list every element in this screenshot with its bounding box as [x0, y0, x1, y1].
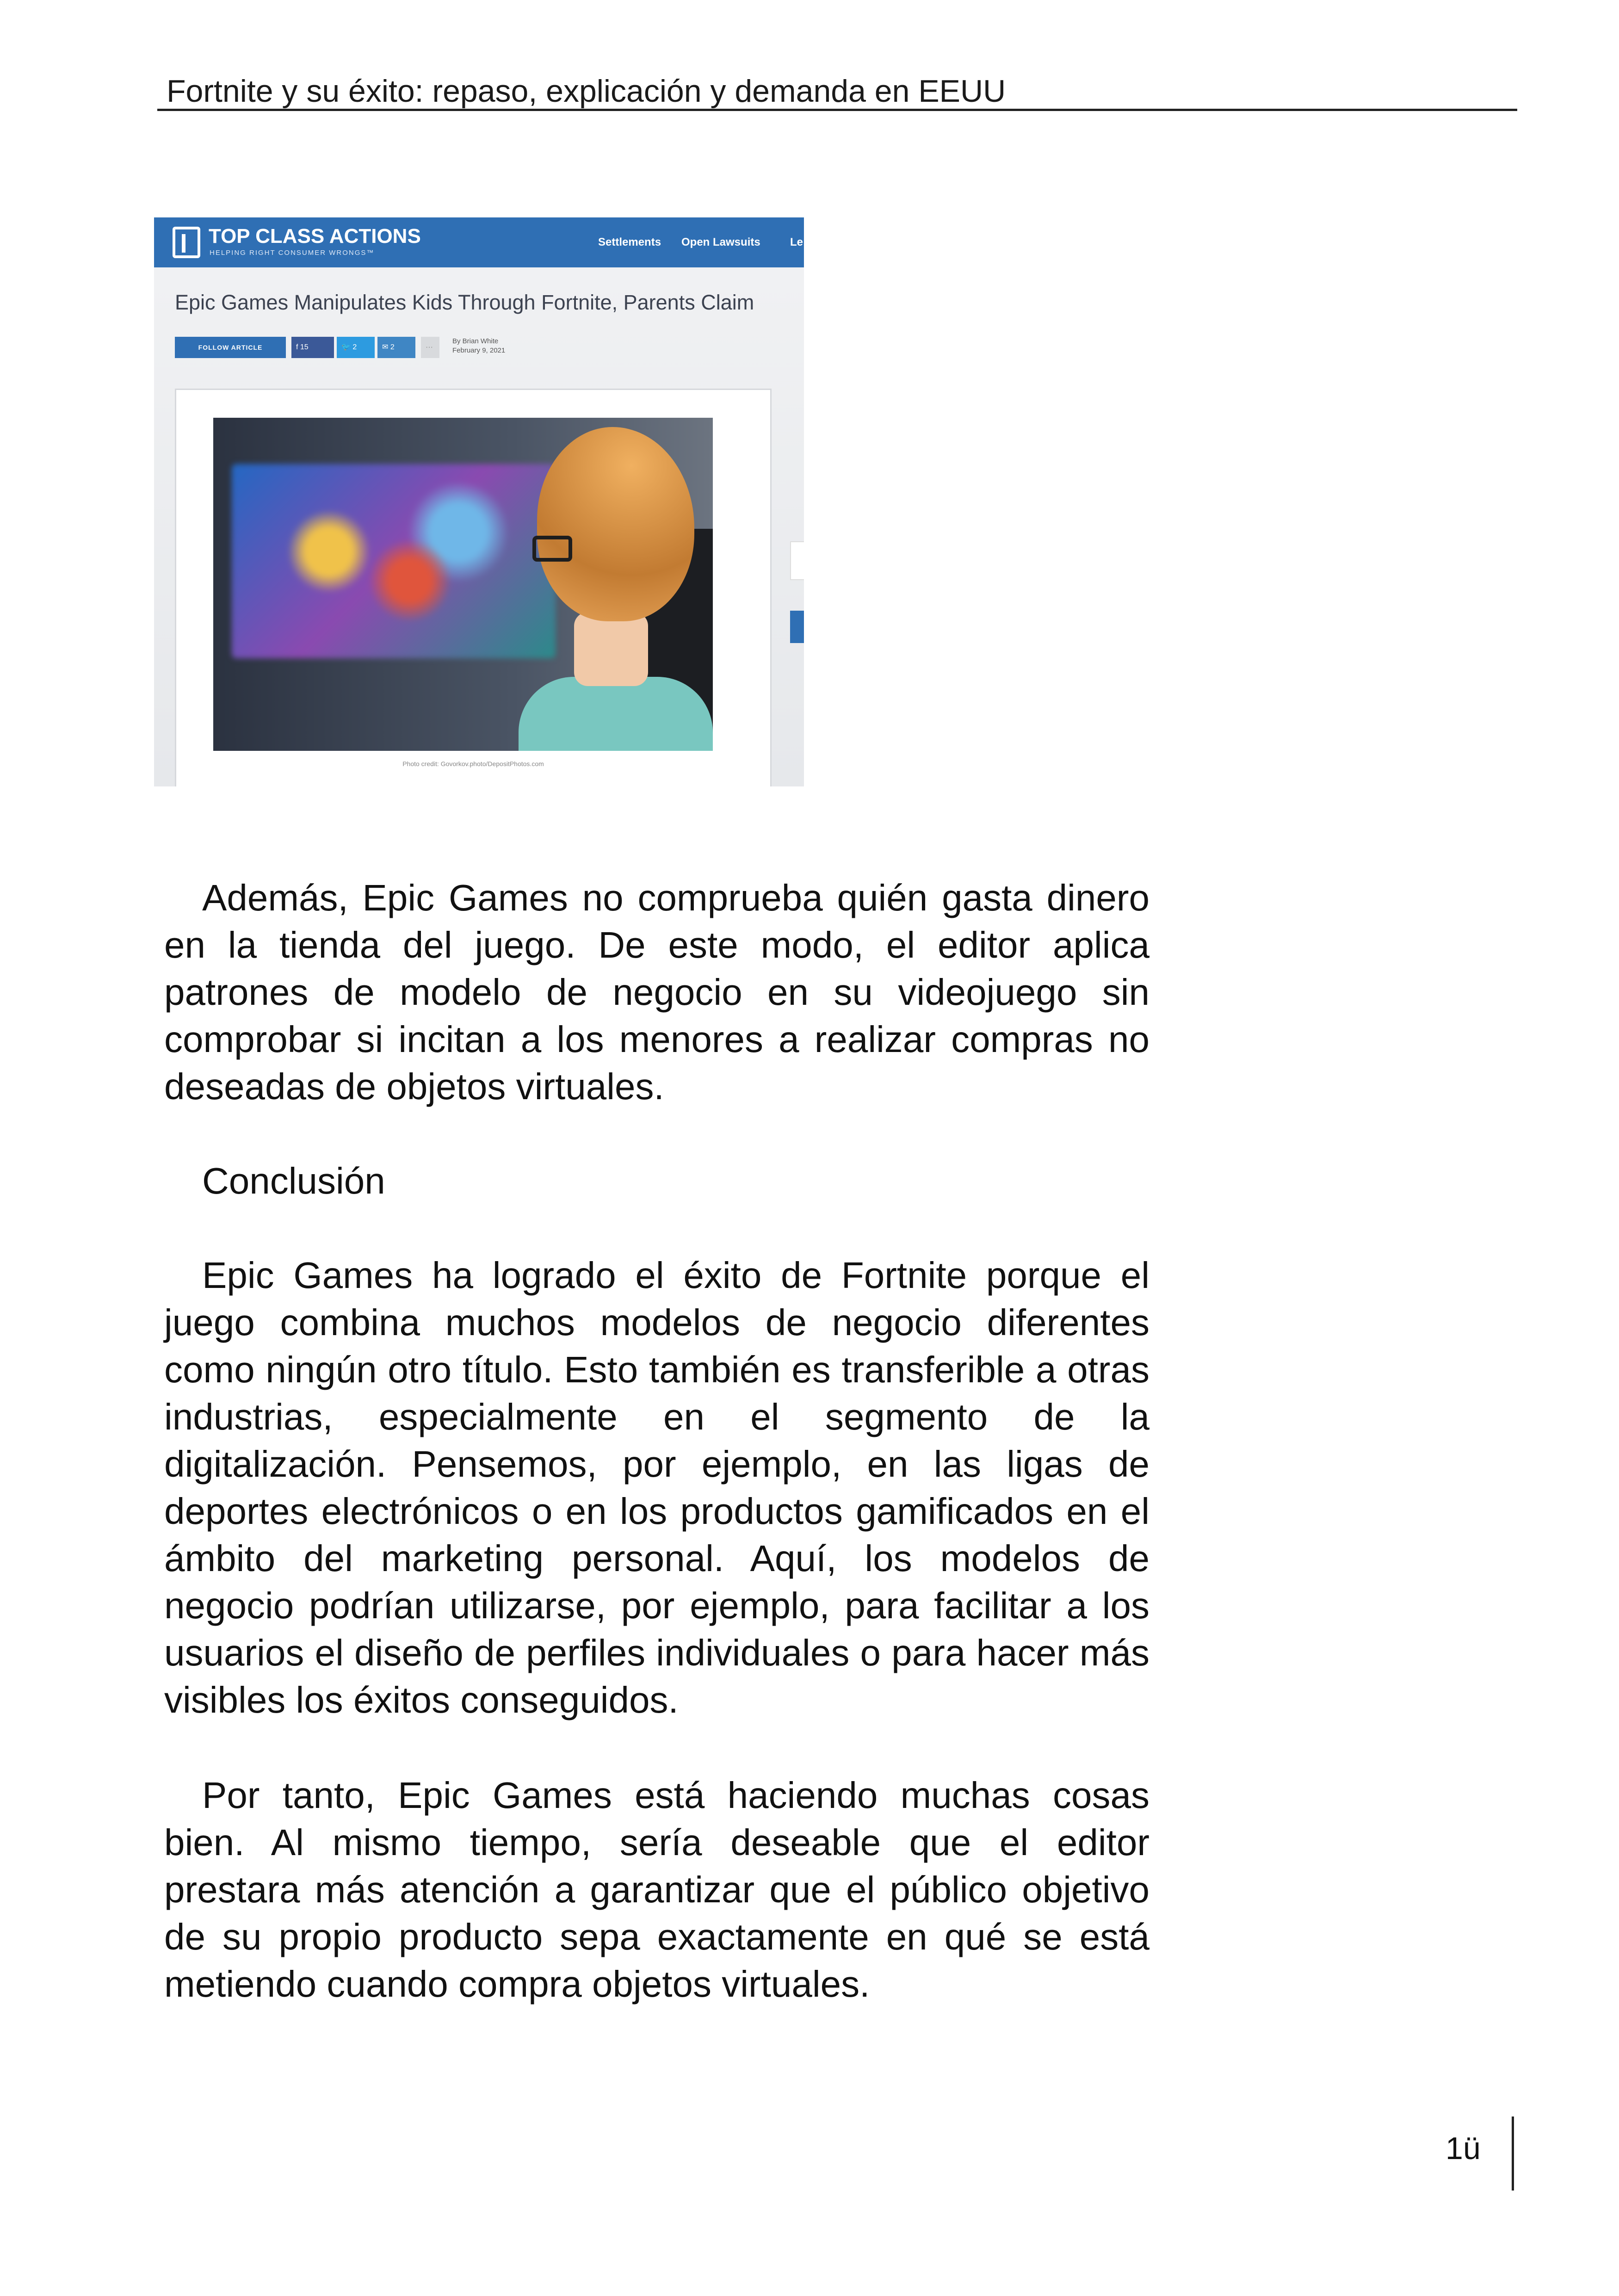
twitter-share-button: 🐦 2	[337, 337, 375, 358]
byline-date: February 9, 2021	[452, 347, 506, 354]
paragraph-text: Epic Games ha logrado el éxito de Fortnite porque el juego combina muchos modelos de negocio diferentes como ningún otro título. Esto también es transferible a otras industrias, especialmente en el segmento de la digitalización. Pensemos, por ejemplo, en las ligas de deportes electrónicos o en los productos gamificados en el ámbito del marketing personal. Aquí, los modelos de negocio podrían utilizarse, por ejemplo, para facilitar a los usuarios el diseño de perfiles individuales o para hacer más visibles los éxitos conseguidos.	[164, 1255, 1149, 1720]
follow-article-button: FOLLOW ARTICLE	[175, 337, 286, 358]
section-heading	[164, 1157, 1149, 1205]
photo-credit: Photo credit: Govorkov.photo/DepositPhotos.com	[402, 760, 544, 767]
body-paragraph-1	[164, 874, 1149, 1110]
site-logo-icon	[173, 227, 200, 258]
article-headline: Epic Games Manipulates Kids Through Fortnite, Parents Claim	[175, 291, 754, 314]
sidebar-tab	[790, 541, 804, 580]
article-card	[175, 389, 772, 786]
paragraph-text: Por tanto, Epic Games está haciendo muchas cosas bien. Al mismo tiempo, sería deseable que el editor prestara más atención a garantizar que el público objetivo de su propio producto sepa exactamente en qué se está metiendo cuando compra objetos virtuales.	[164, 1775, 1149, 2005]
site-header-bar	[154, 217, 804, 267]
byline-author: By Brian White	[452, 337, 499, 345]
site-logo-tagline: HELPING RIGHT CONSUMER WRONGS™	[210, 249, 375, 257]
site-logo-title: TOP CLASS ACTIONS	[209, 225, 421, 248]
monitor-screen	[232, 464, 556, 658]
body-paragraph-3	[164, 1772, 1149, 2008]
heading-conclusion: Conclusión	[202, 1160, 385, 1201]
sidebar-accent	[790, 611, 804, 643]
running-header-title: Fortnite y su éxito: repaso, explicación y demanda en EEUU	[167, 74, 1006, 109]
email-share-button: ✉ 2	[377, 337, 415, 358]
child-shirt	[519, 677, 713, 751]
body-paragraph-2	[164, 1252, 1149, 1724]
facebook-share-button: f 15	[291, 337, 334, 358]
glasses-icon	[532, 536, 572, 562]
paragraph-text: Además, Epic Games no comprueba quién gasta dinero en la tienda del juego. De este modo, el editor aplica patrones de modelo de negocio en su videojuego sin comprobar si incitan a los menores a realizar compras no deseadas de objetos virtuales.	[164, 877, 1149, 1107]
article-photo	[213, 418, 713, 751]
page-number-rule	[1512, 2117, 1514, 2191]
more-share-button: ···	[421, 337, 439, 358]
running-header	[157, 69, 1517, 111]
page-number: 1ü	[1446, 2131, 1481, 2166]
nav-link-truncated: Le	[790, 236, 803, 248]
article-screenshot-figure	[154, 217, 804, 786]
byline	[452, 337, 505, 355]
nav-link-open-lawsuits: Open Lawsuits	[681, 236, 760, 248]
nav-link-settlements: Settlements	[598, 236, 661, 248]
